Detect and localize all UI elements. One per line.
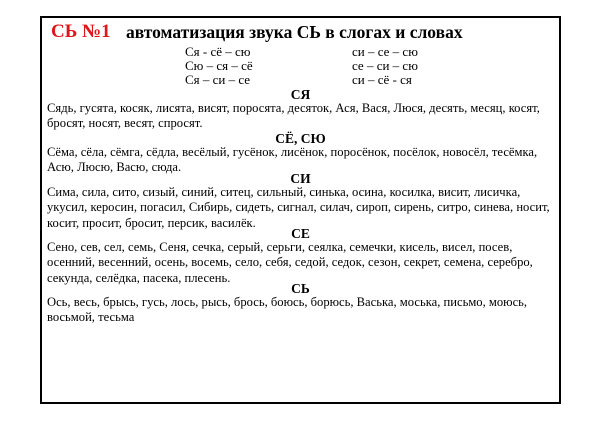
section-text-sya [47, 101, 557, 132]
section-title-sya: СЯ [290, 87, 311, 102]
text-line: секунда, селёдка, пасека, плесень. [47, 270, 231, 285]
syllable-row: Ся - сё – сю [185, 44, 251, 59]
section-title-s-soft: СЬ [291, 281, 310, 296]
syllable-row: Ся – си – се [185, 72, 251, 87]
text-line: укусил, керосин, погасил, Сибирь, сидеть, сигнал, силач, сироп, сирень, ситро, синева, носит, [47, 200, 550, 215]
text-line: осенний, весенний, осень, восемь, село, себя, седой, седок, сезон, секрет, семена, серебро, [47, 255, 533, 270]
section-text-si [47, 185, 557, 231]
syllable-row: си – се – сю [352, 44, 418, 59]
syllable-row: си – сё - ся [352, 72, 412, 87]
text-line: Сядь, гусята, косяк, лисята, висят, поросята, десяток, Ася, Вася, Люся, десять, месяц, косят, [47, 101, 540, 115]
text-line: Сёма, сёла, сёмга, сёдла, весёлый, гусёнок, лисёнок, поросёнок, посёлок, новосёл, тесёмка, [47, 145, 538, 159]
section-text-s-soft [47, 295, 557, 326]
text-line: Асю, Люсю, Васю, сюда. [47, 160, 182, 175]
section-text-se [47, 240, 557, 286]
text-line: Ось, весь, брысь, гусь, лось, рысь, брось, боюсь, борюсь, Васька, моська, письмо, моюсь, [47, 295, 528, 309]
header [48, 21, 558, 43]
section-title-syo-syu: СЁ, СЮ [275, 131, 326, 146]
page-title: автоматизация звука СЬ в слогах и словах [126, 22, 463, 42]
text-line: косит, просит, бросит, персик, василёк. [47, 215, 256, 230]
text-line: восьмой, тесьма [47, 310, 135, 325]
syllable-row: Сю – ся – сё [185, 58, 253, 73]
card-code: СЬ №1 [51, 21, 111, 42]
text-line: Сима, сила, сито, сизый, синий, ситец, сильный, синька, осина, косилка, висит, лисичка, [47, 185, 521, 199]
text-line: бросят, носят, весят, спросят. [47, 116, 203, 131]
text-line: Сено, сев, сел, семь, Сеня, сечка, серый, серьги, сеялка, семечки, кисель, висел, посев, [47, 240, 513, 254]
section-title-se: СЕ [291, 226, 310, 241]
section-title-si: СИ [290, 171, 311, 186]
syllable-row: се – си – сю [352, 58, 418, 73]
